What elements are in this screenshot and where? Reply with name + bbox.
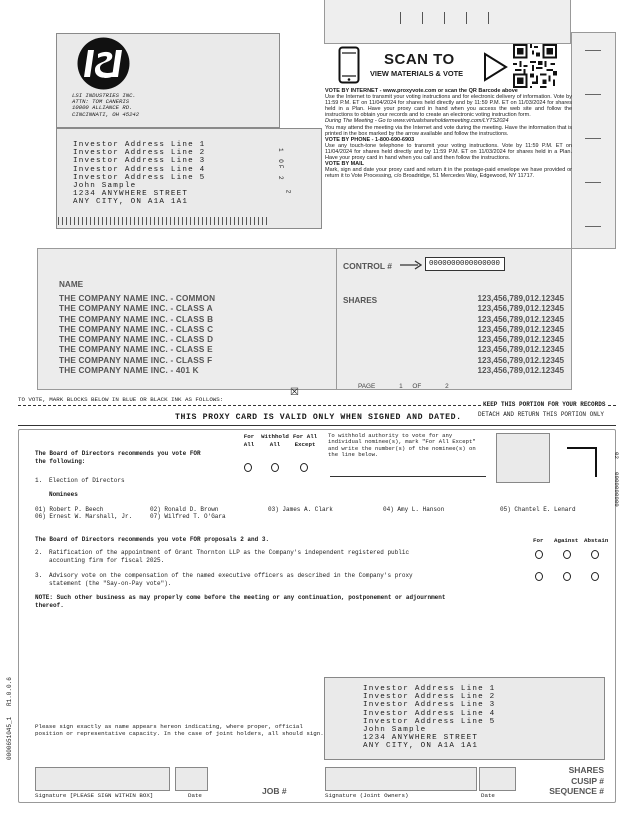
nominee: 07) Wilfred T. O'Gara <box>150 513 226 520</box>
side-code <box>612 452 620 512</box>
col-label: Except <box>294 440 316 448</box>
mailing-line: Investor Address Line 4 <box>363 709 496 718</box>
investor-address-block <box>73 141 273 207</box>
holding-name: THE COMPANY NAME INC. - CLASS E <box>59 345 213 355</box>
valid-notice: THIS PROXY CARD IS VALID ONLY WHEN SIGNED AND DATED. <box>175 413 462 422</box>
holding-name: THE COMPANY NAME INC. - CLASS A <box>59 304 213 314</box>
internet-body: Use the Internet to transmit your voting instructions and for electronic delivery of information. Vote by 11:59 P.M. ET on 11/04/2024 for shares held directly and by 11:59 P.M. ET on 11/03/2024 for shares held in a Plan. Have your proxy card in hand when you access the web site and follow the instructions to obtain your records and to create an electronic voting instruction form. <box>325 94 572 119</box>
col-against: Against <box>554 537 579 544</box>
job-number: JOB # <box>262 786 287 796</box>
investor-line: Investor Address Line 3 <box>73 157 206 166</box>
holding-name: THE COMPANY NAME INC. - CLASS F <box>59 355 213 365</box>
side-code-02: 02 <box>613 452 620 459</box>
ruler-marks <box>58 217 270 225</box>
holding-name: THE COMPANY NAME INC. - COMMON <box>59 294 216 303</box>
signature-box[interactable] <box>35 767 170 791</box>
detach-rule <box>18 425 616 426</box>
barcode-ticks <box>400 12 510 24</box>
sender-line: 10000 ALLIANCE RD. <box>72 104 133 112</box>
date-label: Date <box>188 792 202 799</box>
mailing-address-block <box>363 685 563 751</box>
investor-line: ANY CITY, ON A1A 1A1 <box>73 198 189 207</box>
vote-withhold-all[interactable] <box>271 463 279 472</box>
holding-shares-value: 123,456,789,012.12345 <box>477 355 564 365</box>
holdings-divider <box>336 249 337 389</box>
voting-instructions <box>325 88 572 179</box>
col-for-all-except <box>291 433 319 448</box>
nominee: 05) Chantel E. Lenard <box>500 506 576 513</box>
col-label: All <box>269 440 281 448</box>
col-abstain: Abstain <box>584 537 609 544</box>
vote-for-all-except[interactable] <box>300 463 308 472</box>
page-marker-total: 2 <box>277 176 284 182</box>
sender-line: CINCINNATI, OH 45242 <box>72 110 140 118</box>
date-box[interactable] <box>175 767 208 791</box>
note-text: NOTE: Such other business as may properly come before the meeting or any continuation, postponement or adjournment thereof. <box>35 594 446 609</box>
mailing-line: Investor Address Line 5 <box>363 717 496 726</box>
item2-for[interactable] <box>535 550 543 559</box>
holding-name: THE COMPANY NAME INC. - 401 K <box>59 366 199 376</box>
board-recommend-23: The Board of Directors recommends you vote FOR proposals 2 and 3. <box>35 536 270 543</box>
mailing-line: 1234 ANYWHERE STREET <box>363 734 479 743</box>
holding-name: THE COMPANY NAME INC. - CLASS C <box>59 324 214 334</box>
item2-against[interactable] <box>563 550 571 559</box>
sender-line: ATTN: TOM CANERIS <box>72 98 130 106</box>
investor-line: Investor Address Line 2 <box>73 149 206 158</box>
investor-line: 1234 ANYWHERE STREET <box>73 190 189 199</box>
investor-line: Investor Address Line 1 <box>73 141 206 149</box>
nominee: 03) James A. Clark <box>268 506 333 513</box>
joint-signature-label: Signature (Joint Owners) <box>325 792 409 799</box>
col-label: For <box>243 433 255 440</box>
footer-code: 0000651045_1 R1.0.0.6 <box>6 677 13 760</box>
cusip-label: CUSIP # <box>571 775 604 786</box>
item3-abstain[interactable] <box>591 572 599 581</box>
col-withhold-all <box>261 433 289 448</box>
nominee: 02) Ronald D. Brown <box>150 506 219 513</box>
right-edge-ticks <box>585 50 601 230</box>
mail-body: Mark, sign and date your proxy card and return it in the postage-paid envelope we have provided or return it to Vote Processing, c/o Broadridge, 51 Mercedes Way, Edgewood, NY 11717. <box>325 167 572 180</box>
item1-number: 1. <box>35 477 43 484</box>
joint-date-label: Date <box>481 792 495 799</box>
item2-number: 2. <box>35 549 43 556</box>
withhold-instruction: To withhold authority to vote for any individual nominee(s), mark "For All Except" and write the number(s) of the nominee(s) on the line below. <box>328 432 476 459</box>
meeting-body: You may attend the meeting via the Internet and vote during the meeting. Have the information that is printed in the box marked by the arrow available and follow the instructions. <box>325 124 572 137</box>
meeting-heading[interactable]: During The Meeting - Go to www.virtualshareholdermeeting.com/LYTS2024 <box>325 118 509 125</box>
mailing-line: Investor Address Line 2 <box>363 693 496 702</box>
holding-shares-value: 123,456,789,012.12345 <box>477 294 564 303</box>
control-number[interactable]: 0000000000000000 <box>425 257 505 271</box>
scan-target-box <box>496 433 550 483</box>
side-code-number: 0000000000 <box>613 472 620 507</box>
internet-heading: VOTE BY INTERNET - www.proxyvote.com or scan the QR Barcode above <box>325 88 518 94</box>
signature-label: Signature [PLEASE SIGN WITHIN BOX] <box>35 792 154 799</box>
holding-shares <box>420 294 564 376</box>
shares-label: SHARES <box>343 296 378 305</box>
holding-name: THE COMPANY NAME INC. - CLASS D <box>59 335 214 345</box>
col-for-all <box>238 433 260 448</box>
control-label: CONTROL # <box>343 261 392 271</box>
page-of: OF <box>412 383 422 390</box>
mailing-line: John Sample <box>363 726 427 735</box>
holding-shares-value: 123,456,789,012.12345 <box>477 314 564 324</box>
holding-shares-value: 123,456,789,012.12345 <box>477 304 564 314</box>
shares-code-label: SHARES <box>568 765 604 775</box>
item3-for[interactable] <box>535 572 543 581</box>
lsi-logo <box>76 36 131 91</box>
sequence-label: SEQUENCE # <box>549 786 604 796</box>
nominee: 06) Ernest W. Marshall, Jr. <box>35 513 133 520</box>
corner-mark <box>567 447 597 477</box>
page-total: 2 <box>445 383 449 390</box>
joint-date-box[interactable] <box>479 767 516 791</box>
holding-shares-value: 123,456,789,012.12345 <box>477 324 564 334</box>
keep-portion: KEEP THIS PORTION FOR YOUR RECORDS <box>483 401 606 408</box>
scan-title: SCAN TO <box>384 51 455 68</box>
sender-address <box>72 93 232 118</box>
mail-heading: VOTE BY MAIL <box>325 161 365 168</box>
sign-instruction: Please sign exactly as name appears hereon indicating, where proper, official position or representative capacity. In the case of joint holders, all should sign. <box>35 723 324 737</box>
phone-heading: VOTE BY PHONE - 1-800-690-6903 <box>325 136 415 143</box>
arrow-right-icon <box>483 52 509 82</box>
mailing-line: Investor Address Line 3 <box>363 701 496 710</box>
name-label: NAME <box>59 280 84 289</box>
page-marker-num: 1 <box>277 148 284 154</box>
vote-for-all[interactable] <box>244 463 252 472</box>
item3-text: Advisory vote on the compensation of the named executive officers as described in the Company's proxy statement (the "Say-on-Pay vote"). <box>49 572 413 587</box>
holding-name: THE COMPANY NAME INC. - CLASS B <box>59 314 214 324</box>
qr-code[interactable] <box>513 44 557 88</box>
item1-label: Election of Directors <box>49 477 125 484</box>
page-marker-of: OF <box>277 159 284 171</box>
phone-icon <box>338 46 360 84</box>
holding-names <box>59 294 329 376</box>
arrow-icon <box>400 260 422 270</box>
holding-shares-value: 123,456,789,012.12345 <box>477 366 564 376</box>
sender-line: LSI INDUSTRIES INC. <box>72 92 136 99</box>
item2-text: Ratification of the appointment of Grant Thornton LLP as the Company's independent registered public accounting firm for fiscal 2025. <box>49 549 410 564</box>
nominee: 04) Amy L. Hanson <box>383 506 445 513</box>
nominee: 01) Robert P. Beech <box>35 506 104 513</box>
nominees-label: Nominees <box>49 491 78 498</box>
joint-signature-box[interactable] <box>325 767 477 791</box>
mailing-line: Investor Address Line 1 <box>363 685 496 693</box>
col-label: For All <box>292 433 318 440</box>
page-marker-vertical <box>272 148 302 194</box>
except-write-line[interactable] <box>330 476 486 477</box>
mark-example-icon: ☒ <box>290 387 299 398</box>
col-label: All <box>243 440 255 448</box>
investor-line: John Sample <box>73 182 137 191</box>
holding-shares-value: 123,456,789,012.12345 <box>477 335 564 345</box>
page-marker-side: 2 <box>284 189 292 194</box>
mailing-line: ANY CITY, ON A1A 1A1 <box>363 742 479 751</box>
investor-line: Investor Address Line 4 <box>73 165 206 174</box>
item3-number: 3. <box>35 572 43 579</box>
page-label: PAGE <box>358 383 376 390</box>
page-number: 1 <box>399 383 403 390</box>
detach-instruction: DETACH AND RETURN THIS PORTION ONLY <box>478 411 605 418</box>
phone-body: Use any touch-tone telephone to transmit your voting instructions. Vote by 11:59 P.M. ET on 11/04/2024 for shares held directly and by 11:59 P.M. ET on 11/03/2024 for shares held in a Plan. Have your proxy card in hand when you call and then follow the instructions. <box>325 142 572 162</box>
col-label: Withhold <box>261 433 289 440</box>
mark-instruction: TO VOTE, MARK BLOCKS BELOW IN BLUE OR BLACK INK AS FOLLOWS: <box>18 396 224 403</box>
item3-against[interactable] <box>563 572 571 581</box>
holding-shares-value: 123,456,789,012.12345 <box>477 345 564 355</box>
item2-abstain[interactable] <box>591 550 599 559</box>
board-intro: The Board of Directors recommends you vote FOR the following: <box>35 450 201 465</box>
col-for: For <box>533 537 544 544</box>
investor-line: Investor Address Line 5 <box>73 173 206 182</box>
page-indicator <box>358 383 449 390</box>
scan-subtitle: VIEW MATERIALS & VOTE <box>370 69 464 78</box>
shares-code-labels <box>540 765 604 797</box>
